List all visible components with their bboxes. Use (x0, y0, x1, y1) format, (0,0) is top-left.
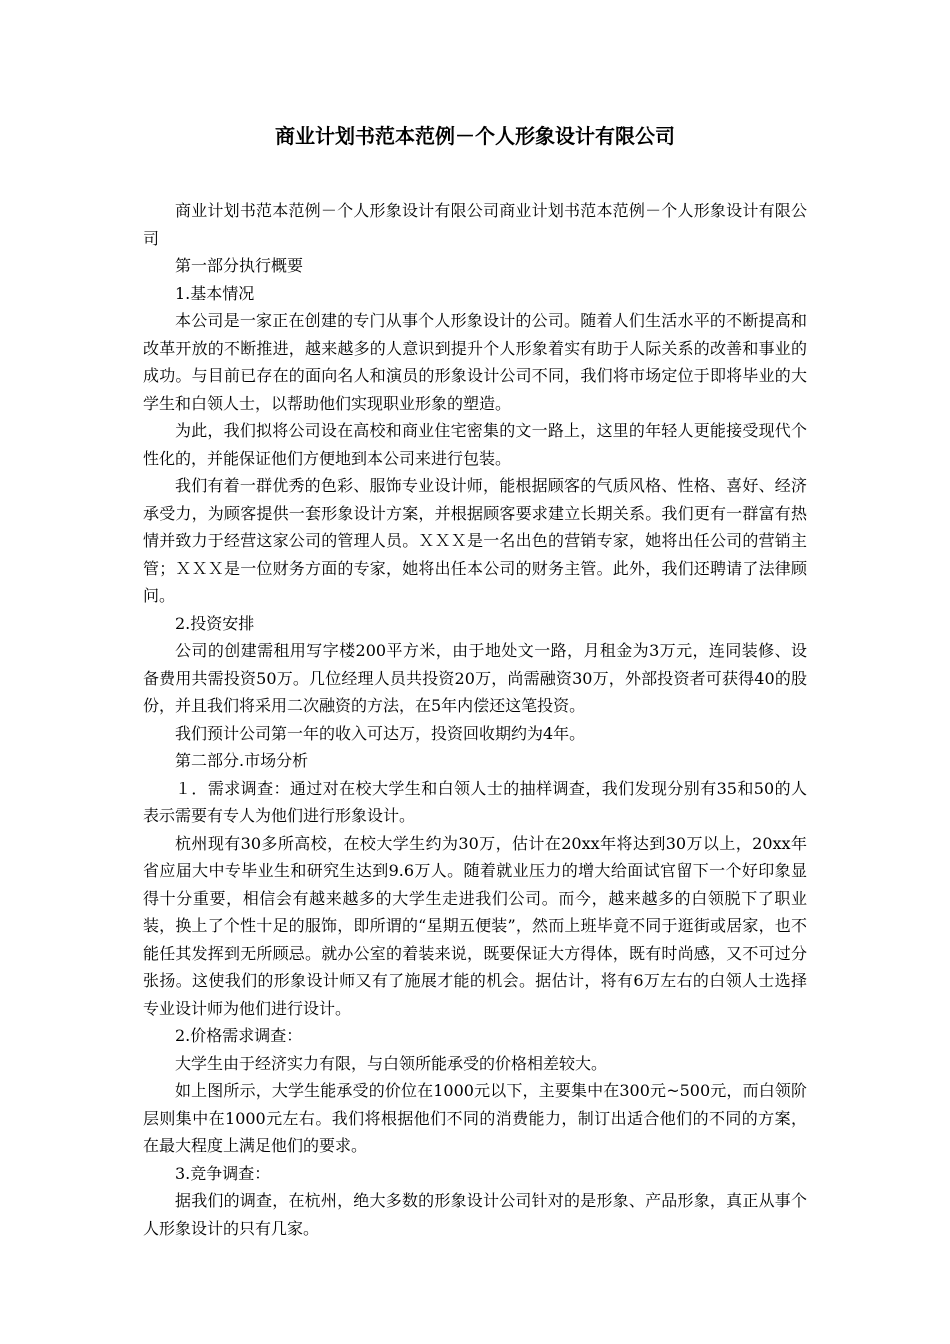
subheading-competition: 3.竞争调查： (175, 1163, 271, 1183)
paragraph-company-overview: 本公司是一家正在创建的专门从事个人形象设计的公司。随着人们生活水平的不断提高和改革开放的不断推进，越来越多的人意识到提升个人形象着实有助于人际关系的改善和事业的成功。与目前已存在的面向名人和演员的形象设计公司不同，我们将市场定位于即将毕业的大学生和白领人士，以帮助他们实现职业形象的塑造。 (143, 311, 807, 413)
paragraph-intro: 商业计划书范本范例－个人形象设计有限公司商业计划书范本范例－个人形象设计有限公司 (143, 201, 807, 248)
subheading-investment: 2.投资安排 (175, 613, 255, 633)
paragraph-demand-survey: １．需求调查：通过对在校大学生和白领人士的抽样调查，我们发现分别有35和50的人表示需要有专人为他们进行形象设计。 (143, 778, 807, 825)
subheading-price-survey: 2.价格需求调查： (175, 1026, 303, 1045)
paragraph-investment-details: 公司的创建需租用写字楼200平方米，由于地处文一路，月租金为3万元，连同装修、设备费用共需投资50万。几位经理人员共投资20万，尚需融资30万，外部投资者可获得40的股份，并且我们将采用二次融资的方法，在5年内偿还这笔投资。 (143, 641, 807, 715)
paragraph-competition: 据我们的调查，在杭州，绝大多数的形象设计公司针对的是形象、产品形象，真正从事个人形象设计的只有几家。 (143, 1191, 807, 1238)
paragraph-revenue-forecast: 我们预计公司第一年的收入可达万，投资回收期约为4年。 (175, 723, 586, 743)
paragraph-team: 我们有着一群优秀的色彩、服饰专业设计师，能根据顾客的气质风格、性格、喜好、经济承受力，为顾客提供一套形象设计方案，并根据顾客要求建立长期关系。我们更有一群富有热情并致力于经营这家公司的管理人员。ＸＸＸ是一名出色的营销专家，她将出任公司的营销主管；ＸＸＸ是一位财务方面的专家，她将出任本公司的财务主管。此外，我们还聘请了法律顾问。 (143, 476, 807, 605)
subheading-basic-situation: 1.基本情况 (175, 283, 255, 303)
paragraph-market-size: 杭州现有30多所高校，在校大学生约为30万，估计在20xx年将达到30万以上，20xx年省应届大中专毕业生和研究生达到9.6万人。随着就业压力的增大给面试官留下一个好印象显得十分重要，相信会有越来越多的大学生走进我们公司。而今，越来越多的白领脱下了职业装，换上了个性十足的服饰，即所谓的“星期五便装”，然而上班毕竟不同于逛街或居家，也不能任其发挥到无所顾忌。就办公室的着装来说，既要保证大方得体，既有时尚感，又不可过分张扬。这使我们的形象设计师又有了施展才能的机会。据估计，将有6万左右的白领人士选择专业设计师为他们进行设计。 (143, 833, 807, 1018)
section-heading-part-two: 第二部分.市场分析 (175, 751, 309, 770)
paragraph-price-range: 如上图所示，大学生能承受的价位在1000元以下，主要集中在300元~500元，而白领阶层则集中在1000元左右。我们将根据他们不同的消费能力，制订出适合他们的不同的方案，在最大程度上满足他们的要求。 (143, 1081, 807, 1155)
section-heading-part-one: 第一部分执行概要 (175, 256, 304, 275)
paragraph-price-gap: 大学生由于经济实力有限，与白领所能承受的价格相差较大。 (175, 1053, 608, 1073)
document-body (143, 197, 807, 1242)
paragraph-location: 为此，我们拟将公司设在高校和商业住宅密集的文一路上，这里的年轻人更能接受现代个性化的，并能保证他们方便地到本公司来进行包装。 (143, 421, 807, 468)
document-title: 商业计划书范本范例－个人形象设计有限公司 (275, 124, 675, 148)
